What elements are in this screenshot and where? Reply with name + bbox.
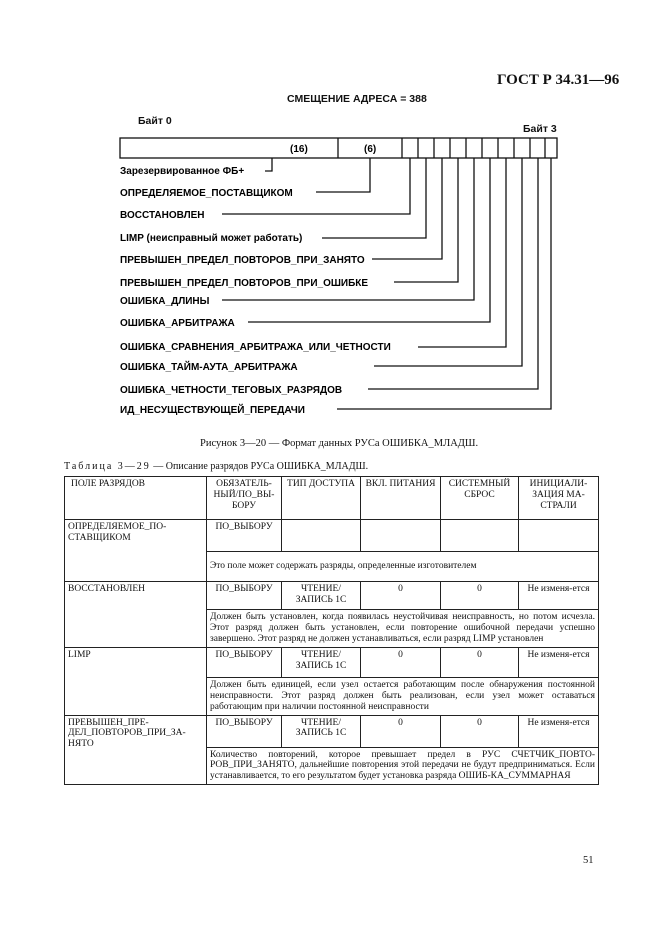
- col-header: ОБЯЗАТЕЛЬ-НЫЙ/ПО_ВЫ-БОРУ: [207, 477, 282, 520]
- req-cell: ПО_ВЫБОРУ: [207, 582, 282, 610]
- col-header: ВКЛ. ПИТАНИЯ: [361, 477, 441, 520]
- access-cell: ЧТЕНИЕ/ ЗАПИСЬ 1С: [282, 715, 361, 747]
- init-cell: Не изменя-ется: [519, 582, 599, 610]
- table-row: [65, 582, 599, 610]
- col-header: СИСТЕМНЫЙ СБРОС: [441, 477, 519, 520]
- field-label: ОШИБКА_ЧЕТНОСТИ_ТЕГОВЫХ_РАЗРЯДОВ: [120, 385, 343, 396]
- field-label: Зарезервированное ФБ+: [120, 166, 245, 177]
- power-cell: 0: [361, 647, 441, 677]
- req-cell: ПО_ВЫБОРУ: [207, 520, 282, 552]
- power-cell: 0: [361, 715, 441, 747]
- table-row: [65, 715, 599, 747]
- field-width-16: (16): [290, 144, 308, 155]
- figure-caption: Рисунок 3—20 — Формат данных РУСа ОШИБКА_МЛАДШ.: [200, 438, 479, 449]
- standard-number: ГОСТ Р 34.31—96: [497, 72, 620, 88]
- table-title: — Описание разрядов РУСа ОШИБКА_МЛАДШ.: [150, 461, 369, 472]
- reset-cell: [441, 520, 519, 552]
- table-row: [65, 647, 599, 677]
- access-cell: [282, 520, 361, 552]
- col-header: ПОЛЕ РАЗРЯДОВ: [65, 477, 207, 520]
- page-number: 51: [583, 855, 594, 866]
- init-cell: Не изменя-ется: [519, 647, 599, 677]
- field-width-6: (6): [364, 144, 377, 155]
- reset-cell: 0: [441, 582, 519, 610]
- col-header: ИНИЦИАЛИ-ЗАЦИЯ МА-СТРАЛИ: [519, 477, 599, 520]
- init-cell: [519, 520, 599, 552]
- desc-cell: Должен быть установлен, когда появилась неустойчивая неисправность, но потом исчезла. Этот разряд должен быть установлен, если повторение ошибочной передачи успешно завершено. Этот разряд не должен устанавливаться, если разряд LIMP установлен: [207, 610, 599, 648]
- req-cell: ПО_ВЫБОРУ: [207, 715, 282, 747]
- access-cell: ЧТЕНИЕ/ ЗАПИСЬ 1С: [282, 582, 361, 610]
- desc-cell: Количество повторений, которое превышает предел в РУС СЧЕТЧИК_ПОВТО-РОВ_ПРИ_ЗАНЯТО, дальнейшие повторения этой передачи не будут предприниматься. Если устанавливается, то его результатом будет установка разряда ОШИБ-КА_СУММАРНАЯ: [207, 747, 599, 785]
- field-name: ПРЕВЫШЕН_ПРЕ-ДЕЛ_ПОВТОРОВ_ПРИ_ЗА-НЯТО: [65, 715, 207, 785]
- register-diagram: [0, 0, 661, 435]
- req-cell: ПО_ВЫБОРУ: [207, 647, 282, 677]
- field-label: ОШИБКА_СРАВНЕНИЯ_АРБИТРАЖА_ИЛИ_ЧЕТНОСТИ: [120, 342, 391, 353]
- field-label: ОШИБКА_ТАЙМ-АУТА_АРБИТРАЖА: [120, 362, 298, 373]
- byte0-label: Байт 0: [138, 115, 172, 127]
- field-label: ВОССТАНОВЛЕН: [120, 210, 205, 221]
- figure-offset-title: СМЕЩЕНИЕ АДРЕСА = 388: [287, 93, 427, 105]
- field-label: ПРЕВЫШЕН_ПРЕДЕЛ_ПОВТОРОВ_ПРИ_ЗАНЯТО: [120, 255, 365, 266]
- field-name: LIMP: [65, 647, 207, 715]
- power-cell: 0: [361, 582, 441, 610]
- field-name: ОПРЕДЕЛЯЕМОЕ_ПО-СТАВЩИКОМ: [65, 520, 207, 582]
- table-number: Таблица 3—29: [64, 461, 151, 472]
- field-label: ПРЕВЫШЕН_ПРЕДЕЛ_ПОВТОРОВ_ПРИ_ОШИБКЕ: [120, 278, 369, 289]
- power-cell: [361, 520, 441, 552]
- bits-table: [64, 476, 599, 785]
- reset-cell: 0: [441, 647, 519, 677]
- access-cell: ЧТЕНИЕ/ ЗАПИСЬ 1С: [282, 647, 361, 677]
- table-header-row: [65, 477, 599, 520]
- table-row: [65, 520, 599, 552]
- desc-cell: Это поле может содержать разряды, определенные изготовителем: [207, 552, 599, 582]
- field-label: ОШИБКА_АРБИТРАЖА: [120, 318, 235, 329]
- table-caption: [64, 461, 368, 472]
- field-label: ОПРЕДЕЛЯЕМОЕ_ПОСТАВЩИКОМ: [120, 188, 293, 199]
- field-label: ОШИБКА_ДЛИНЫ: [120, 296, 210, 307]
- field-label: ИД_НЕСУЩЕСТВУЮЩЕЙ_ПЕРЕДАЧИ: [120, 405, 305, 416]
- reset-cell: 0: [441, 715, 519, 747]
- desc-cell: Должен быть единицей, если узел остается работающим после обнаружения постоянной неисправности. Этот разряд должен быть реализован, если узел может оставаться работающим при наличии постоянной неисправности: [207, 677, 599, 715]
- field-label: LIMP (неисправный может работать): [120, 233, 303, 244]
- field-name: ВОССТАНОВЛЕН: [65, 582, 207, 648]
- col-header: ТИП ДОСТУПА: [282, 477, 361, 520]
- byte3-label: Байт 3: [523, 123, 557, 135]
- init-cell: Не изменя-ется: [519, 715, 599, 747]
